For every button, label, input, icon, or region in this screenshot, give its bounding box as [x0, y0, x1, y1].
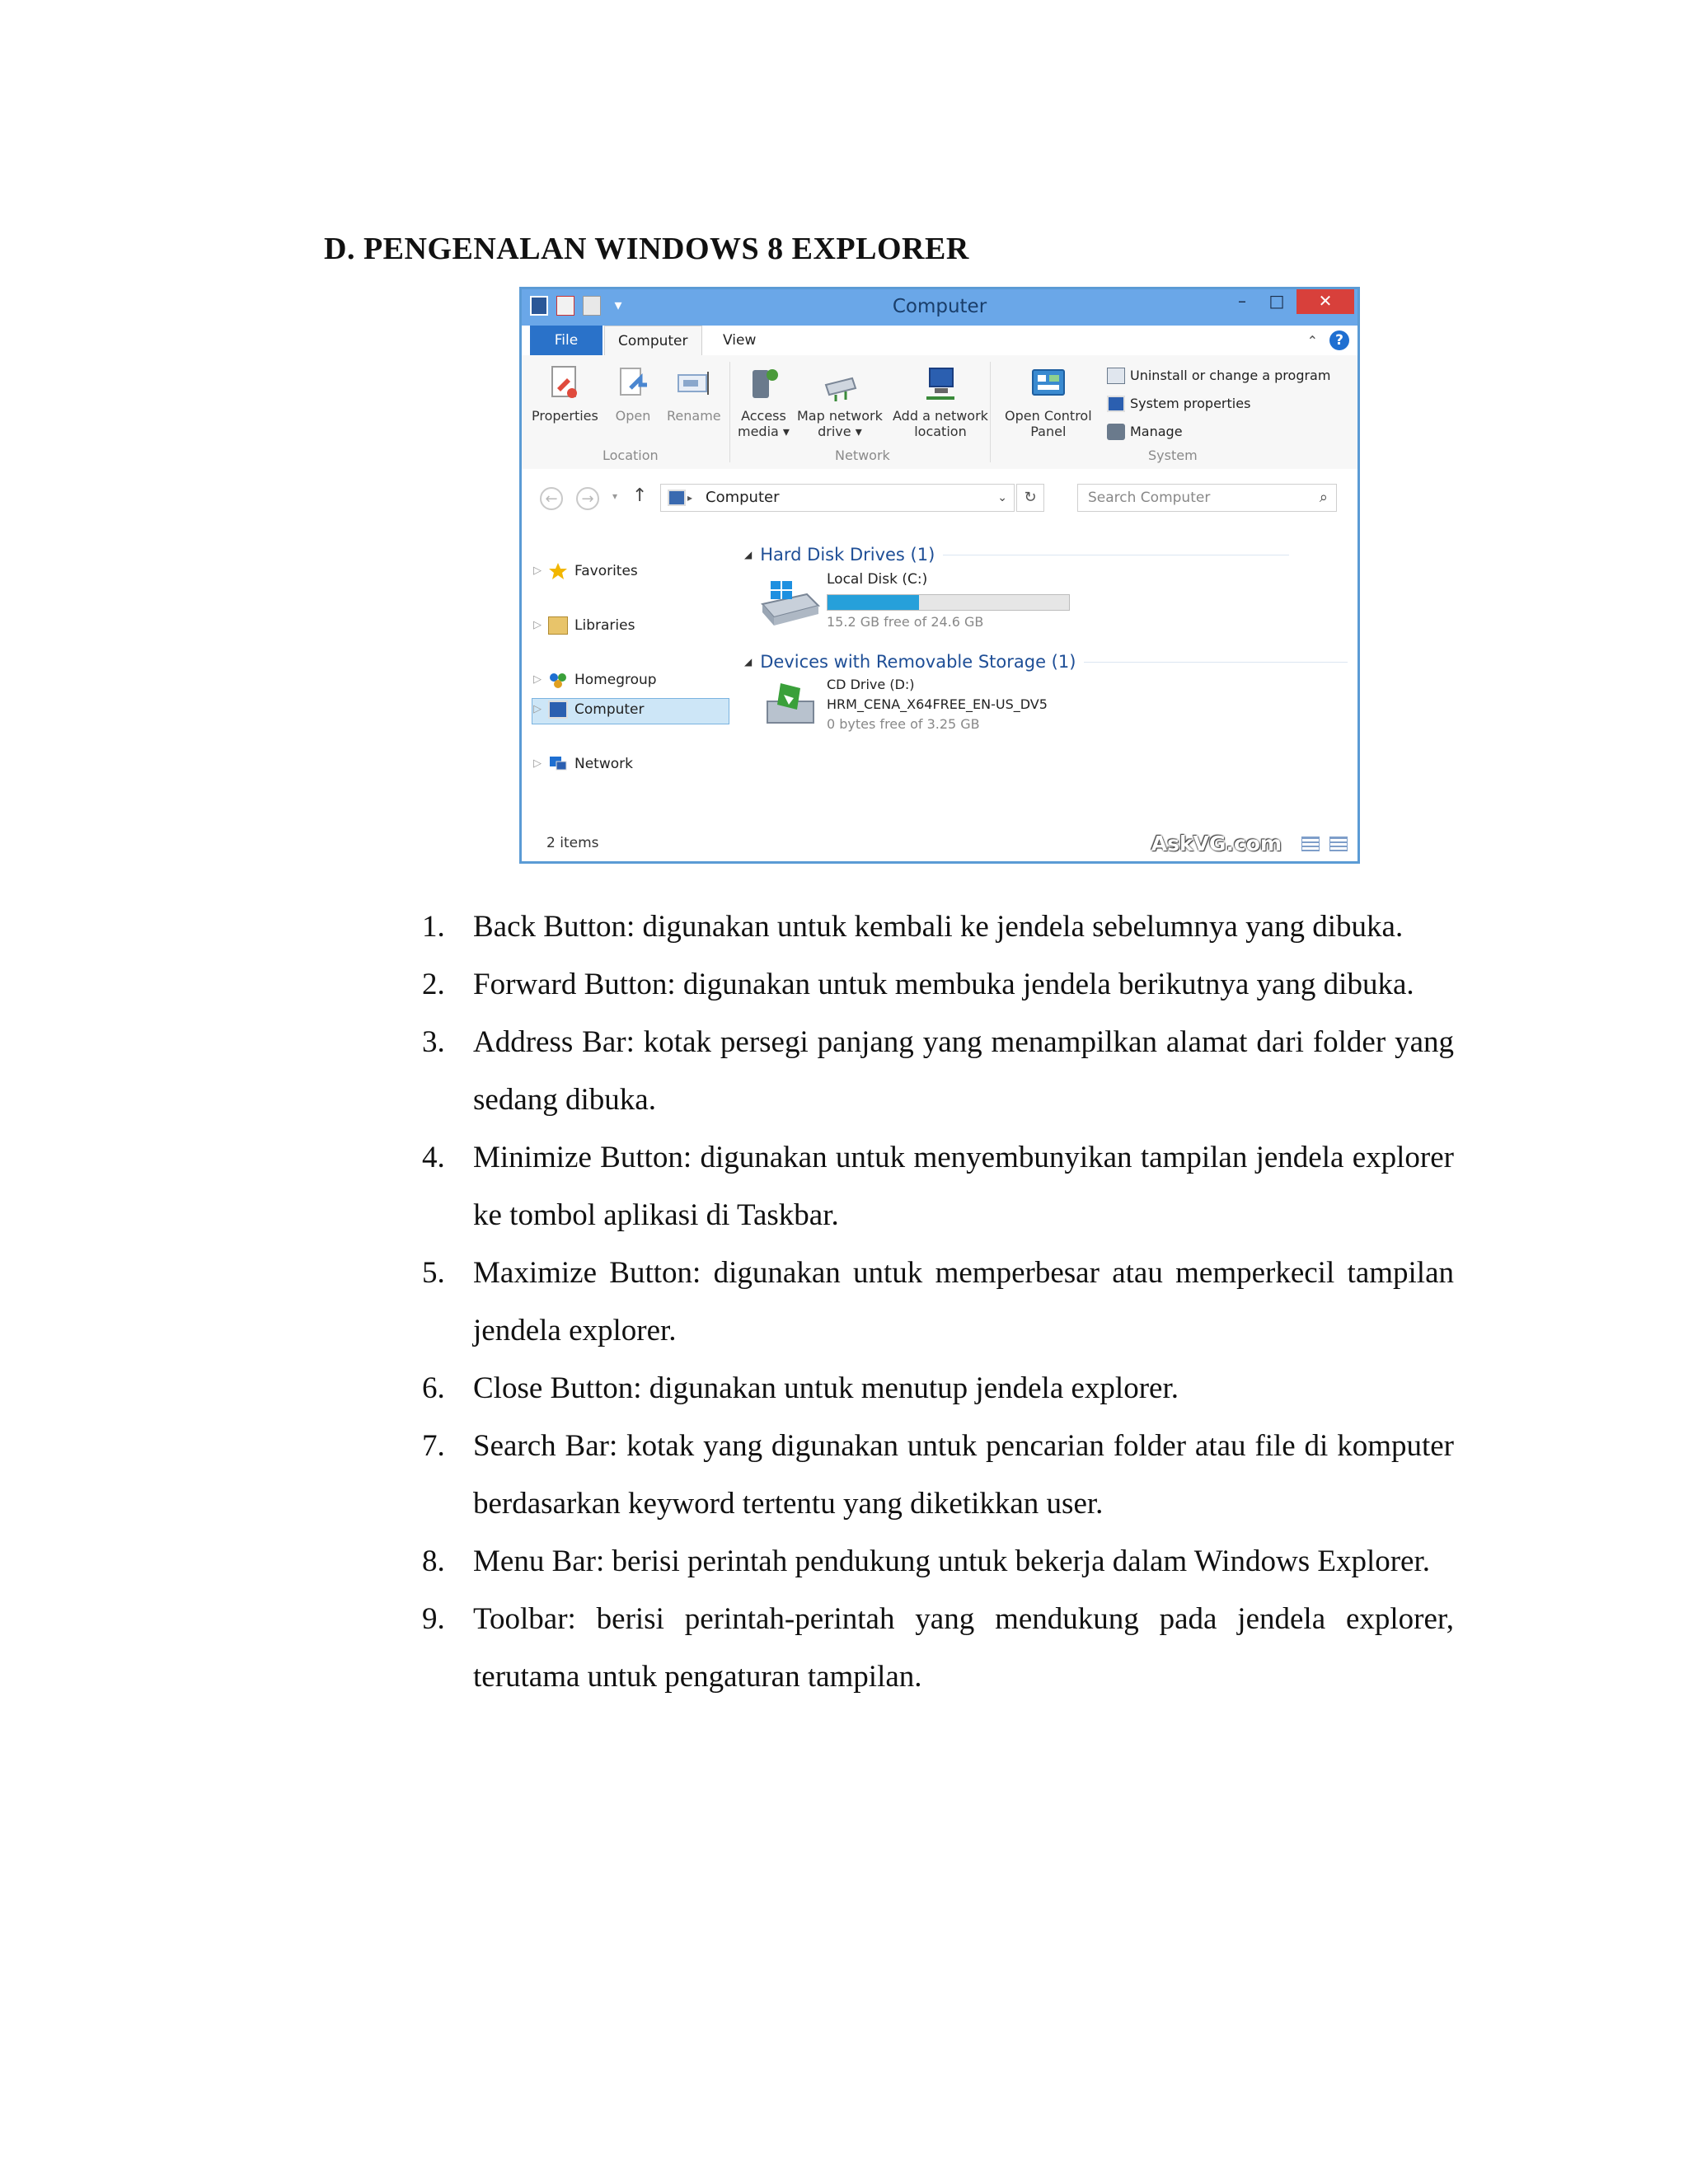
tab-computer[interactable]: Computer: [604, 326, 702, 356]
open-control-panel-button[interactable]: Open Control Panel: [1005, 363, 1092, 439]
system-properties-button[interactable]: System properties: [1107, 390, 1330, 418]
minimize-button[interactable]: –: [1238, 291, 1246, 311]
forward-button[interactable]: →: [576, 487, 599, 510]
nav-item-libraries[interactable]: ▷ Libraries: [533, 617, 635, 634]
nav-item-favorites[interactable]: ▷ Favorites: [533, 563, 638, 579]
map-network-drive-icon: [821, 363, 859, 405]
recent-locations-icon[interactable]: ▾: [612, 490, 618, 502]
add-network-location-button[interactable]: Add a network location: [893, 363, 988, 439]
breadcrumb-arrow-icon: ▸: [687, 492, 693, 504]
network-icon: [548, 755, 568, 773]
title-bar: [522, 289, 1357, 326]
explorer-window-screenshot: [519, 287, 1360, 864]
disk-usage-bar: [827, 594, 1070, 611]
access-media-button[interactable]: Access media ▾: [738, 363, 790, 439]
uninstall-program-button[interactable]: Uninstall or change a program: [1107, 362, 1330, 390]
list-item: 8. Menu Bar: berisi perintah pendukung untuk bekerja dalam Windows Explorer.: [422, 1544, 1431, 1578]
address-path: Computer: [706, 489, 780, 506]
watermark: AskVG.com: [1151, 832, 1282, 855]
system-group-label: System: [1148, 448, 1198, 463]
list-item: 7. Search Bar: kotak yang digunakan untuk pencarian folder atau file di komputer berdasarkan keyword tertentu yang diketikkan user.: [422, 1429, 1454, 1521]
item-count: 2 items: [546, 835, 599, 851]
refresh-button[interactable]: ↻: [1016, 484, 1044, 512]
collapse-ribbon-icon[interactable]: ⌃: [1306, 332, 1318, 349]
open-icon: [614, 363, 652, 405]
list-item: 2. Forward Button: digunakan untuk membuka jendela berikutnya yang dibuka.: [422, 968, 1414, 1001]
address-bar[interactable]: [660, 484, 1015, 512]
system-commands: [1107, 362, 1330, 446]
maximize-button[interactable]: □: [1268, 291, 1285, 311]
homegroup-icon: [548, 671, 568, 689]
ribbon-tabs: [522, 326, 1357, 356]
cd-drive-free: 0 bytes free of 3.25 GB: [827, 716, 980, 732]
local-disk-free: 15.2 GB free of 24.6 GB: [827, 614, 984, 630]
rename-icon: [675, 363, 713, 405]
ribbon: [522, 355, 1357, 470]
properties-icon: [546, 363, 584, 405]
list-item: 3. Address Bar: kotak persegi panjang yang menampilkan alamat dari folder yang sedang dibuka.: [422, 1025, 1454, 1117]
close-button[interactable]: ✕: [1296, 289, 1354, 314]
list-item: 9. Toolbar: berisi perintah-perintah yang mendukung pada jendela explorer, terutama untuk pengaturan tampilan.: [422, 1602, 1454, 1694]
open-button[interactable]: Open: [614, 363, 652, 424]
add-network-location-icon: [921, 363, 959, 405]
cd-drive-icon: [764, 680, 818, 733]
tab-file[interactable]: File: [530, 326, 603, 355]
address-dropdown-icon[interactable]: ⌄: [997, 491, 1007, 504]
manage-button[interactable]: Manage: [1107, 418, 1330, 446]
system-properties-icon: [1107, 396, 1125, 412]
computer-icon: [548, 701, 568, 719]
search-placeholder: Search Computer: [1088, 490, 1211, 506]
cd-drive-name[interactable]: CD Drive (D:): [827, 677, 915, 692]
tab-view[interactable]: View: [723, 332, 757, 349]
nav-item-network[interactable]: ▷ Network: [533, 756, 633, 772]
properties-button[interactable]: Properties: [532, 363, 598, 424]
disk-usage-fill: [828, 595, 919, 610]
control-panel-icon: [1029, 363, 1067, 405]
network-group-label: Network: [835, 448, 890, 463]
navigation-bar: [522, 469, 1357, 528]
search-box[interactable]: [1077, 484, 1337, 512]
map-network-drive-button[interactable]: Map network drive ▾: [797, 363, 883, 439]
details-view-icon[interactable]: [1301, 837, 1320, 851]
access-media-icon: [744, 363, 782, 405]
star-icon: [548, 562, 568, 580]
search-icon[interactable]: ⌕: [1319, 489, 1328, 506]
manage-icon: [1107, 424, 1125, 440]
list-item: 1. Back Button: digunakan untuk kembali ke jendela sebelumnya yang dibuka.: [422, 910, 1404, 944]
group-removable-storage[interactable]: ◢ Devices with Removable Storage (1): [744, 652, 1348, 672]
rename-button[interactable]: Rename: [667, 363, 721, 424]
window-title: Computer: [892, 296, 987, 317]
libraries-icon: [548, 616, 568, 635]
group-hard-disk-drives[interactable]: ◢ Hard Disk Drives (1): [744, 545, 1289, 565]
large-icons-view-icon[interactable]: [1329, 837, 1348, 851]
nav-item-homegroup[interactable]: ▷ Homegroup: [533, 672, 657, 688]
local-disk-name[interactable]: Local Disk (C:): [827, 571, 928, 588]
navigation-pane: [522, 528, 736, 800]
uninstall-program-icon: [1107, 368, 1125, 384]
computer-icon: [668, 490, 686, 506]
location-group-label: Location: [603, 448, 659, 463]
numbered-list: [422, 898, 1454, 1706]
list-item: 5. Maximize Button: digunakan untuk memperbesar atau memperkecil tampilan jendela explorer.: [422, 1256, 1454, 1347]
status-bar: [522, 828, 1357, 861]
customize-toolbar-icon[interactable]: ▾: [614, 297, 622, 314]
list-item: 4. Minimize Button: digunakan untuk menyembunyikan tampilan jendela explorer ke tombol aplikasi di Taskbar.: [422, 1141, 1454, 1232]
cd-drive-label: HRM_CENA_X64FREE_EN-US_DV5: [827, 696, 1048, 712]
list-item: 6. Close Button: digunakan untuk menutup jendela explorer.: [422, 1371, 1179, 1405]
nav-item-computer[interactable]: ▷ Computer: [533, 701, 645, 718]
section-heading: D. PENGENALAN WINDOWS 8 EXPLORER: [324, 232, 969, 266]
back-button[interactable]: ←: [540, 487, 563, 510]
up-button[interactable]: ↑: [632, 485, 648, 506]
help-icon[interactable]: ?: [1329, 330, 1349, 350]
local-disk-icon: [756, 576, 822, 632]
